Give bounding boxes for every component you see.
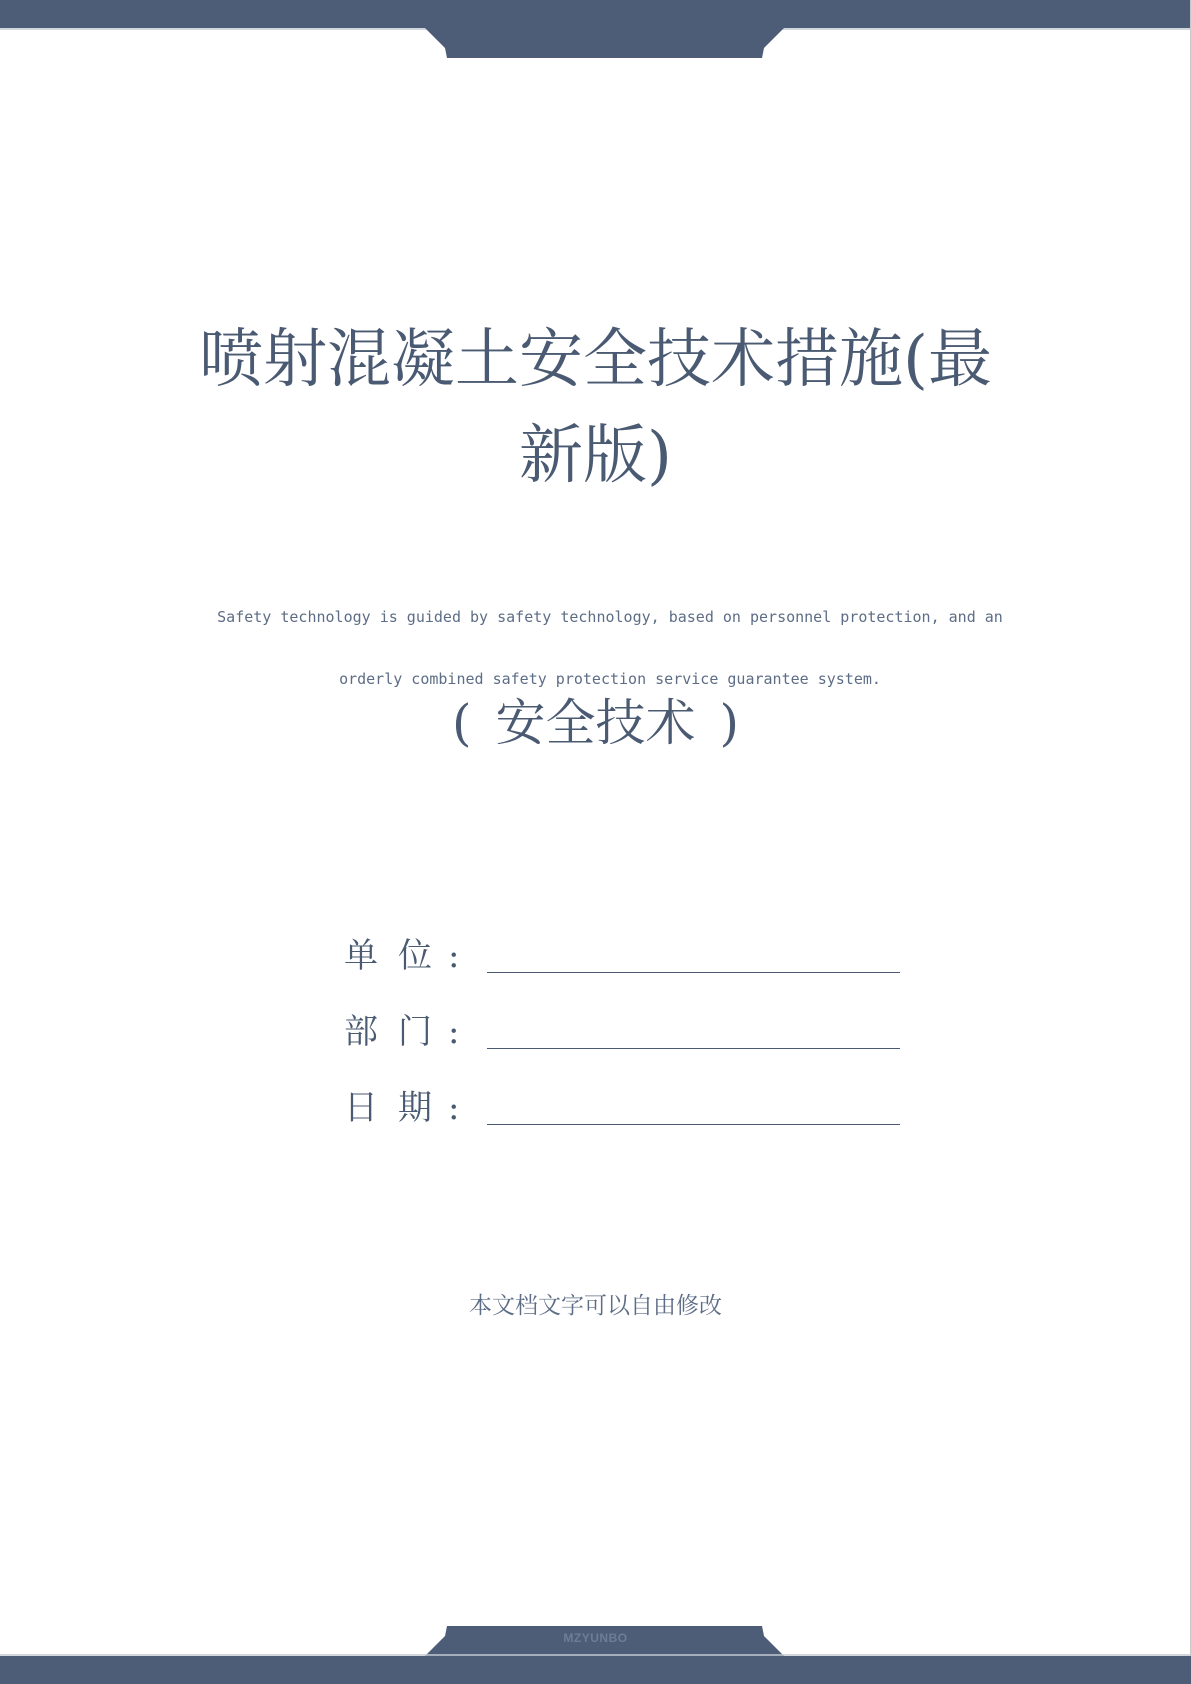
header-band xyxy=(0,0,1191,60)
header-band-tab xyxy=(425,28,784,58)
footer-band-bar xyxy=(0,1656,1191,1684)
field-label-char: 单 xyxy=(344,936,378,976)
field-label xyxy=(344,1004,468,1060)
field-label xyxy=(344,1080,468,1136)
field-colon: : xyxy=(448,936,460,976)
field-colon: : xyxy=(448,1012,460,1052)
field-label xyxy=(344,928,468,984)
editable-note: 本文档文字可以自由修改 xyxy=(469,1293,722,1319)
field-label-char: 位 xyxy=(398,936,432,976)
field-colon: : xyxy=(448,1088,460,1128)
info-fields xyxy=(344,928,904,1156)
document-category xyxy=(0,688,1191,758)
field-department xyxy=(344,1004,904,1080)
date-input-line[interactable] xyxy=(487,1124,900,1125)
category-close-paren: ) xyxy=(719,694,740,752)
title-line-2: 新版) xyxy=(519,419,672,493)
field-label-char: 部 xyxy=(344,1012,378,1052)
field-label-char: 日 xyxy=(344,1088,378,1128)
header-band-bar xyxy=(0,0,1191,28)
category-label: 安全技术 xyxy=(495,694,696,752)
field-unit xyxy=(344,928,904,1004)
department-input-line[interactable] xyxy=(487,1048,900,1049)
subtitle-line-1: Safety technology is guided by safety technology, based on personnel protection, and an xyxy=(217,608,1003,626)
field-date xyxy=(344,1080,904,1156)
subtitle-line-2: orderly combined safety protection service guarantee system. xyxy=(339,670,881,688)
footer-watermark: MZYUNBO xyxy=(563,1631,628,1645)
field-label-char: 期 xyxy=(398,1088,432,1128)
category-open-paren: ( xyxy=(451,694,472,752)
unit-input-line[interactable] xyxy=(487,972,900,973)
document-title xyxy=(0,312,1191,504)
field-label-char: 门 xyxy=(398,1012,432,1052)
title-line-1: 喷射混凝土安全技术措施(最 xyxy=(199,323,992,397)
